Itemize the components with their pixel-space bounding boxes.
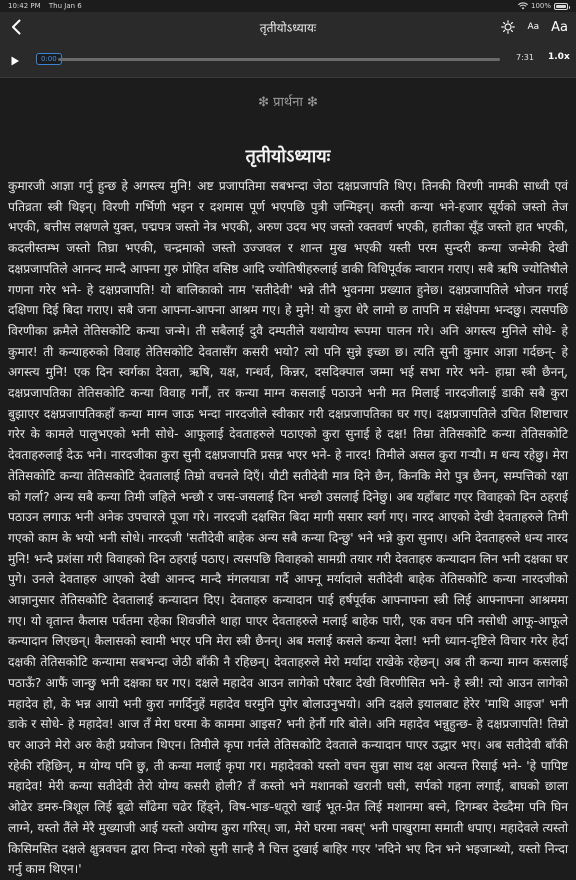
play-icon [8, 54, 22, 68]
nav-bar [0, 12, 576, 42]
chapter-body-text: कुमारजी आज्ञा गर्नु हुन्छ हे अगस्त्य मुनि! अष्ट प्रजापतिमा सबभन्दा जेठा दक्षप्रजापति थिए। तिनकी विरणी नामकी साध्वी एवं पतिव्रता स्त्री थिइन्। विरणी गर्भिणी भइन र दशमास पूर्ण भएपछि पुत्री जन्मिइन्। कस्ती कन्या भने-हजार सूर्यको जस्तो तेज भएकी, बत्तीस लक्षणले युक्त, पद्मपत्र जस्तो नेत्र भएकी, अरुण उदय भए जस्तो रक्तवर्ण भएकी, हातीका सूँड जस्तो हात भएकी, कदलीस्तम्भ जस्तो तिघ्रा भएकी, चन्द्रमाको जस्तो उज्जवल र शान्त मुख भएकी यस्ती परम सुन्दरी कन्या जन्मेकी देखी दक्षप्रजापतिले आनन्द मान्दै आफ्ना गुरु प्रोहित वसिष्ठ आदि ज्योतिषीहरुलाई डाकी विधिपूर्वक न्वारान गराए। सबै ऋषि ज्योतिषीले गणना गरेर भने- हे दक्षप्रजापति! यो बालिकाको नाम 'सतीदेवी' भन्ने तीनै भुवनमा प्रख्यात हुनेछ। दक्षप्रजापतिले भोजन गराई दक्षिणा दिई बिदा गराए। सबै जना आफ्ना-आफ्ना आश्रम गए। हे मुने! यो कुरा धेरै लामो छ तापनि म संक्षेपमा भन्दछु। त्यसपछि विरणीका क्रमैले तेतिसकोटि कन्या जन्मे। ती सबैलाई दुवै दम्पतीले यथायोग्य रूपमा पालन गरे। अनि अगस्त्य मुनिले सोधे- हे कुमार! ती कन्याहरुको विवाह तेतिसकोटि देवतासँग कसरी भयो? त्यो पनि सुन्ने इच्छा छ। त्यति सुनी कुमार आज्ञा गर्दछन्- हे अगस्त्य मुनि! एक दिन स्वर्गका देवता, ऋषि, यक्ष, गन्धर्व, किन्नर, दसदिक्पाल जम्मा भई सभा गरेर भने- हाम्रा स्त्री छैनन्, दक्षप्रजापतिका तेतिसकोटि कन्या विवाह गर्नौं, तर कन्या माग्न कसलाई पठाउने भनी मत मिलाई नारदजीलाई डाकी सबै कुरा बुझाएर दक्षप्रजापतिकहाँ कन्या माग्न जाऊ भन्दा नारदजीले स्वीकार गरी दक्षप्रजापतिका घर गए। दक्षप्रजापतिले उचित शिष्टाचार गरेर के कामले पालुभएको भनी सोधे- आफूलाई देवताहरुले पठाएको कुरा सुनाई हे दक्ष! तिम्रा तेतिसकोटि कन्या तेतिसकोटि देवताहरुलाई देऊ भने। नारदजीका कुरा सुनी दक्षप्रजापति प्रसन्न भएर भने- हे नारद! तिमीले असल कुरा गर्‍यौ। म धन्य रहेछु। मेरा तेतिसकोटि कन्या तेतिसकोटि देवतालाई तिम्रो वचनले दिएँ। यौटी सतीदेवी मात्र दिने छैन, किनकि मेरो पुत्र छैनन्, सम्पत्तिको रक्षा को गर्ला? अन्य सबै कन्या तिमी जहिले भन्छौ र जस-जसलाई दिन भन्छौ उसलाई दिनेछु। अब यहाँबाट गएर विवाहको दिन ठहराई पठाउन लगाऊ भनी अनेक उपचारले पूजा गरे। नारदजी दक्षसित बिदा मागी ससार स्वर्ग गए। नारद आएको देखी देवताहरुले तिमी गएको काम के भयो भनी सोधे। नारदजी 'सतीदेवी बाहेक अन्य सबै कन्या दिन्छु' भने भन्ने कुरा सुनाए। अनि देवताहरुले धन्य नारद मुनि! भन्दै प्रशंसा गरी विवाहको दिन ठहराई पठाए। त्यसपछि विवाहको सामग्री तयार गरी देवताहरु कन्यादान लिन भनी दक्षका घर पुगे। उनले देवताहरु आएको देखी आनन्द मान्दै मंगलयात्रा गर्दै आफ्नू मर्यादाले सतीदेवी बाहेक तेतिसकोटि कन्या नारदजीको आज्ञानुसार तेतिसकोटि देवतालाई कन्यादान दिए। देवताहरु कन्यादान पाई हर्षपूर्वक आफ्नाफ्ना स्त्री लिई आफ्नाफ्ना आश्रममा गए। यो वृतान्त कैलास पर्वतमा रहेका शिवजीले थाहा पाएर देवताहरुले मलाई बाहेक पारी, एक वचन पनि नसोधी आफू-आफूले कन्यादान लिएछन्। कैलासको स्वामी भएर पनि मेरा स्त्री छैनन्। अब मलाई कसले कन्या देला! भनी ध्यान-दृष्टिले विचार गरेर हेर्दा दक्षकी तेतिसकोटि कन्यामा सबभन्दा जेठी बाँकी नै रहिछन्। देवताहरुले मेरो मर्यादा राखेके रहेछन्। अब ती कन्या माग्न कसलाई पठाऊँ? आफैं जान्छु भनी दक्षका घर गए। दक्षले महादेव आउन लागेको परैबाट देखी विरणीसित भने- हे स्त्री! त्यो आउन लागेको महादेव हो, के भन्न आयो भनी कुरा नगर्दिनुहें महादेव घरमुनि पुगेर बोलाउनुभयो। अनि दक्षले इयालबाट हेरेर 'माथि आइज' भनी डाके र सोधे- हे महादेव! आज तँ मेरा घरमा के काममा आइस? भनी हेर्नौ गरि बोले। अनि महादेव भन्नुहुन्छ- हे दक्षप्रजापति! तिम्रो घर आउने मेरो अरु केही प्रयोजन थिएन। तिमीले कृपा गर्नले तेतिसकोटि देवताले कन्यादान पाएर उद्धार भए। अब सतीदेवी बाँकी रहेकी रहिछिन्, म योग्य पनि छु, ती कन्या मलाई कृपा गर। महादेवको यस्तो वचन सुन्ना साथ दक्ष अत्यन्त रिसाई भने- 'हे पापिष्ट महादेव! मेरी कन्या सतीदेवी तेरो योग्य कसरी होली? तँ कस्तो भने मशानको खरानी घसी, सर्पको गहना लगाई, बाघको छाला ओढेर डमरु-त्रिशूल लिई बूढो साँढेमा चढेर हिंड्ने, विष-भाङ-धतूरो खाई भूत-प्रेत लिई मशानमा बस्ने, दिगम्बर देख्दैमा पनि घिन लाग्ने, यस्तो तैंले मेरै मुख्याजी आई यस्तो अयोग्य कुरा गरिस्। जा, मेरो घरमा नबस्' भनी पाखुरामा समाती धपाए। महादेवले त्यस्तो किसिमसित दक्षले क्षुत्रवचन द्वारा निन्दा गरेको सुनी सान्है नै चित्त दुखाई बाहिर गएर 'नदिने भए दिन भने भइजान्थ्यो, यस्तो निन्दा गर्नु काम थिएन।' [8, 179, 568, 877]
status-bar [0, 0, 576, 12]
prayer-header[interactable]: ❇ प्रार्थना ❇ [258, 95, 318, 110]
elapsed-time: 0:00 [36, 53, 62, 65]
battery-percent: 100% [530, 2, 551, 10]
audio-player [0, 42, 576, 78]
font-increase-button[interactable]: Aa [551, 19, 568, 35]
font-decrease-button[interactable]: Aa [527, 22, 540, 32]
sun-icon [501, 20, 515, 34]
status-date: Thu Jan 6 [48, 2, 82, 10]
play-button[interactable] [8, 53, 22, 67]
total-duration: 7:31 [516, 53, 534, 62]
wifi-icon [518, 2, 528, 10]
nav-actions [501, 17, 568, 37]
status-time: 10:42 PM [8, 2, 41, 10]
reader-content[interactable] [0, 78, 576, 877]
chapter-title: तृतीयोऽध्यायः [245, 146, 331, 167]
battery-icon [554, 3, 568, 10]
status-right [518, 2, 568, 10]
playback-speed-button[interactable]: 1.0x [548, 52, 570, 62]
nav-title: तृतीयोऽध्यायः [259, 21, 317, 35]
brightness-button[interactable] [501, 17, 515, 37]
status-left [8, 2, 88, 10]
progress-slider[interactable] [58, 58, 500, 61]
battery-level [556, 5, 566, 8]
